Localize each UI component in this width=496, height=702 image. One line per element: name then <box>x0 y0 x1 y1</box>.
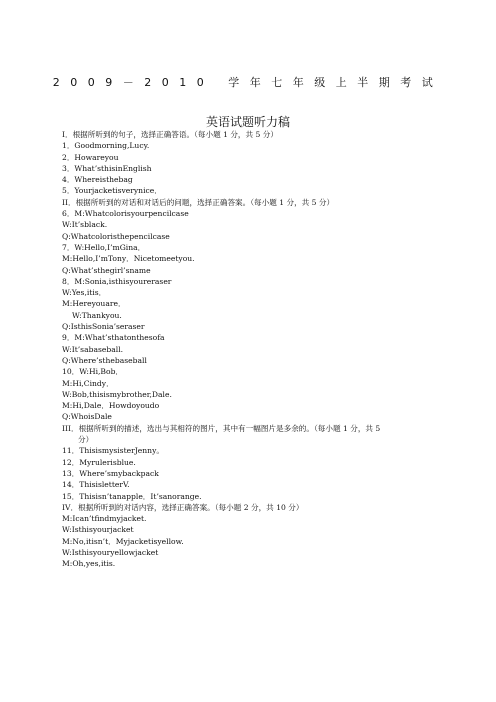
text-line: Q:Where’sthebaseball <box>62 355 147 365</box>
text-line: Q:Whatcoloristhepencilcase <box>62 231 170 241</box>
exam-header: 2009－2010 学年七年级上半期考试 <box>52 76 444 89</box>
text-line: W:Thankyou. <box>72 310 122 320</box>
text-line: 2．Howareyou <box>62 152 119 162</box>
section-heading: I．根据所听到的句子，选择正确答语。（每小题 1 分，共 5 分） <box>62 130 278 139</box>
text-line: M:No,itisn’t．Myjacketisyellow. <box>62 536 184 546</box>
text-line: M:Ican’tfindmyjacket. <box>62 514 147 524</box>
text-line: M:Hereyouare． <box>62 299 126 309</box>
text-line: 11．ThisismysisterJenny。 <box>62 446 164 456</box>
text-line: W:Isthisyourjacket <box>62 525 134 535</box>
text-line: Q:IsthisSonia’seraser <box>62 322 145 332</box>
text-line: W:Bob,thisismybrother,Dale. <box>62 389 172 399</box>
text-line: 4．Whereisthebag <box>62 175 133 185</box>
text-line: 3．What’sthisinEnglish <box>62 163 152 173</box>
section-heading: III．根据所听到的描述，选出与其相符的图片，其中有一幅图片是多余的。（每小题 1 分，共 5 <box>62 423 381 433</box>
text-line: 9．M:What’sthatonthesofa <box>62 333 165 343</box>
text-line: W:It’sblack. <box>62 220 108 230</box>
text-line: 6．M:Whatcolorisyourpencilcase <box>62 209 189 219</box>
transcript-body <box>62 129 437 570</box>
section-heading: II．根据所听到的对话和对话后的问题，选择正确答案。（每小题 1 分，共 5 分） <box>62 197 335 207</box>
text-line: 15．Thisisn’tanapple．It’sanorange. <box>62 491 202 501</box>
text-line: W:It’sabaseball. <box>62 344 124 354</box>
text-line: W:Yes,itis． <box>62 288 107 298</box>
text-line: M:Oh,yes,itis. <box>62 559 116 569</box>
text-line: 13．Where’smybackpack <box>62 468 159 478</box>
text-line: W:Isthisyouryellowjacket <box>62 547 159 557</box>
text-line: 12．Myrulerisblue. <box>62 457 136 467</box>
text-line: M:Hello,I’mTony．Nicetomeetyou. <box>62 254 195 264</box>
text-line: M:Hi,Cindy． <box>62 378 114 388</box>
text-line: 8．M:Sonia,isthisyoureraser <box>62 276 172 286</box>
text-line: 5．Yourjacketisverynice． <box>62 186 162 196</box>
text-line: 14．ThisisletterV. <box>62 480 130 490</box>
document-title: 英语试题听力稿 <box>205 115 290 129</box>
text-line: 1．Goodmorning,Lucy. <box>62 141 150 151</box>
text-line: Q:What’sthegirl’sname <box>62 265 151 275</box>
text-line: 7．W:Hello,I’mGina． <box>62 242 146 252</box>
section-heading-continued: 分） <box>78 435 94 445</box>
section-heading: IV．根据所听到的对话内容，选择正确答案。（每小题 2 分，共 10 分） <box>62 502 304 512</box>
text-line: Q:WhoisDale <box>62 412 112 422</box>
text-line: 10．W:Hi,Bob． <box>62 367 124 377</box>
text-line: M:Hi,Dale．Howdoyoudo <box>62 401 160 411</box>
